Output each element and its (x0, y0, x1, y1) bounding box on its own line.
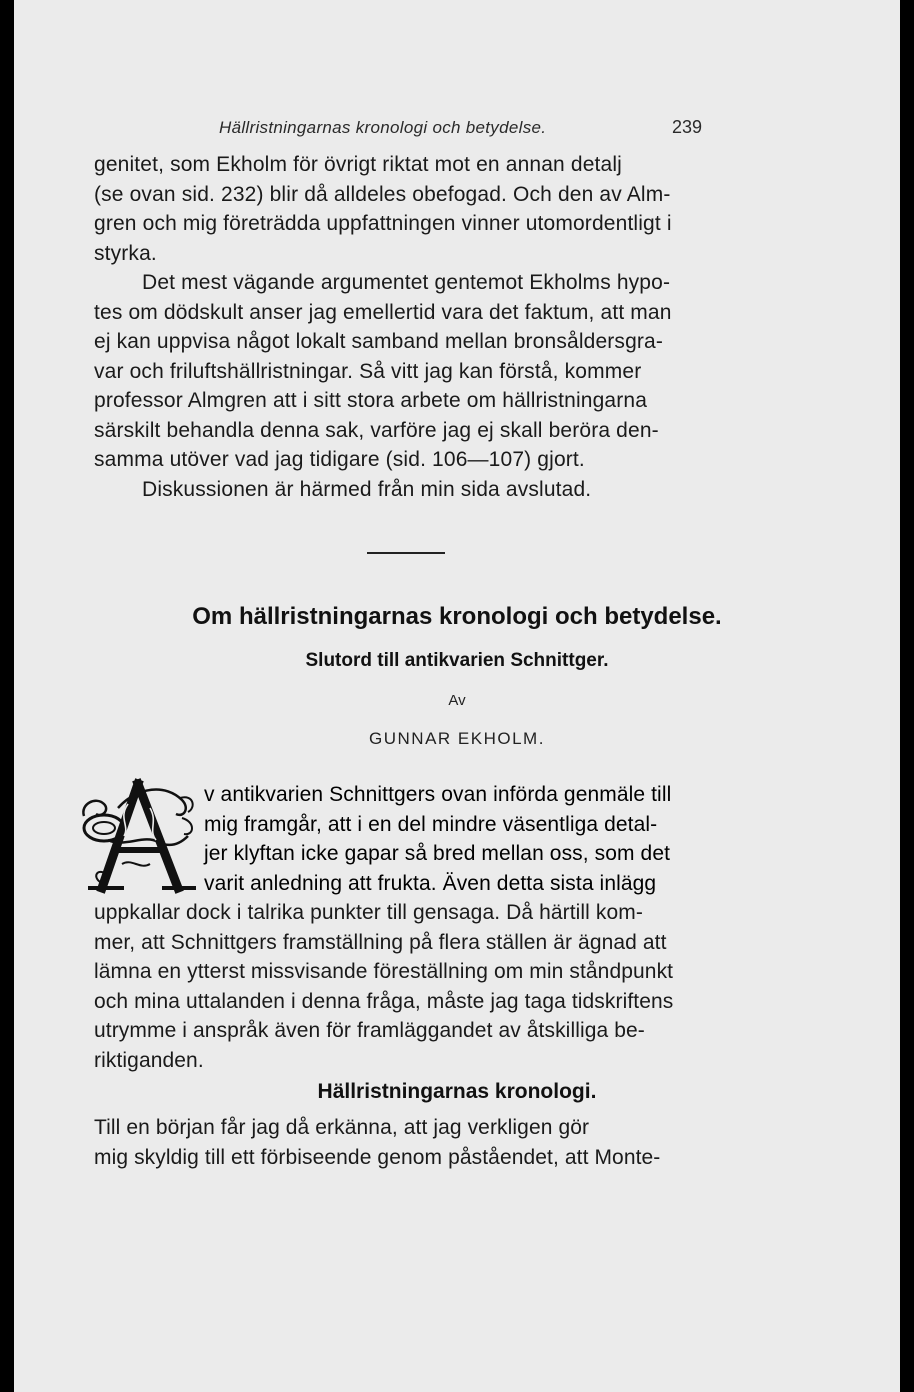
text-line: samma utöver vad jag tidigare (sid. 106—107) gjort. (94, 448, 585, 471)
ornamental-initial-icon (78, 778, 198, 896)
final-paragraph (94, 1113, 713, 1172)
text-line: ej kan uppvisa något lokalt samband mellan bronsåldersgra- (94, 330, 664, 353)
section-continuation (94, 150, 713, 504)
author-name: GUNNAR EKHOLM. (369, 729, 545, 748)
text-line: var och friluftshällristningar. Så vitt jag kan förstå, kommer (94, 359, 642, 383)
text-line: lämna en ytterst missvisande föreställning om min ståndpunkt (94, 960, 674, 983)
page-number: 239 (672, 117, 703, 137)
text-line: utrymme i anspråk även för framläggandet av åtskilliga be- (94, 1019, 645, 1042)
text-line: gren och mig företrädda uppfattningen vinner utomordentligt i (94, 212, 672, 235)
text-line: genitet, som Ekholm för övrigt riktat mot en annan detalj (94, 153, 622, 176)
text-line: mer, att Schnittgers framställning på flera ställen är ägnad att (94, 930, 667, 954)
lead-paragraph-lines (204, 780, 713, 898)
text-line: Det mest vägande argumentet gentemot Ekholms hypo- (142, 271, 671, 294)
text-line: riktiganden. (94, 1048, 204, 1072)
text-line: mig skyldig till ett förbiseende genom påståendet, att Monte- (94, 1145, 661, 1169)
text-line: Diskussionen är härmed från min sida avslutad. (142, 477, 592, 501)
text-line: mig framgår, att i en del mindre väsentliga detal- (204, 812, 658, 836)
text-line: styrka. (94, 241, 157, 265)
text-line: särskilt behandla denna sak, varföre jag ej skall beröra den- (94, 418, 659, 442)
page (14, 0, 900, 1392)
text-line: uppkallar dock i talrika punkter till gensaga. Då härtill kom- (94, 901, 643, 924)
article-subtitle: Slutord till antikvarien Schnittger. (305, 650, 609, 671)
text-line: professor Almgren att i sitt stora arbete om hällristningarna (94, 389, 648, 412)
lead-paragraph-continuation (94, 898, 713, 1075)
text-line: Till en början får jag då erkänna, att jag verkligen gör (94, 1116, 590, 1139)
text-line: tes om dödskult anser jag emellertid vara det faktum, att man (94, 300, 672, 324)
article-title: Om hällristningarnas kronologi och betydelse. (192, 603, 722, 630)
text-line: och mina uttalanden i denna fråga, måste jag taga tidskriftens (94, 989, 674, 1013)
byline-label: Av (448, 692, 466, 709)
section-subheading: Hällristningarnas kronologi. (317, 1080, 597, 1103)
text-line: v antikvarien Schnittgers ovan införda genmäle till (204, 783, 672, 806)
text-line: (se ovan sid. 232) blir då alldeles obefogad. Och den av Alm- (94, 182, 671, 206)
running-title: Hällristningarnas kronologi och betydelse. (219, 118, 547, 137)
section-divider (367, 552, 445, 554)
text-line: jer klyftan icke gapar så bred mellan oss, som det (204, 842, 671, 865)
text-line: varit anledning att frukta. Även detta sista inlägg (204, 871, 657, 895)
